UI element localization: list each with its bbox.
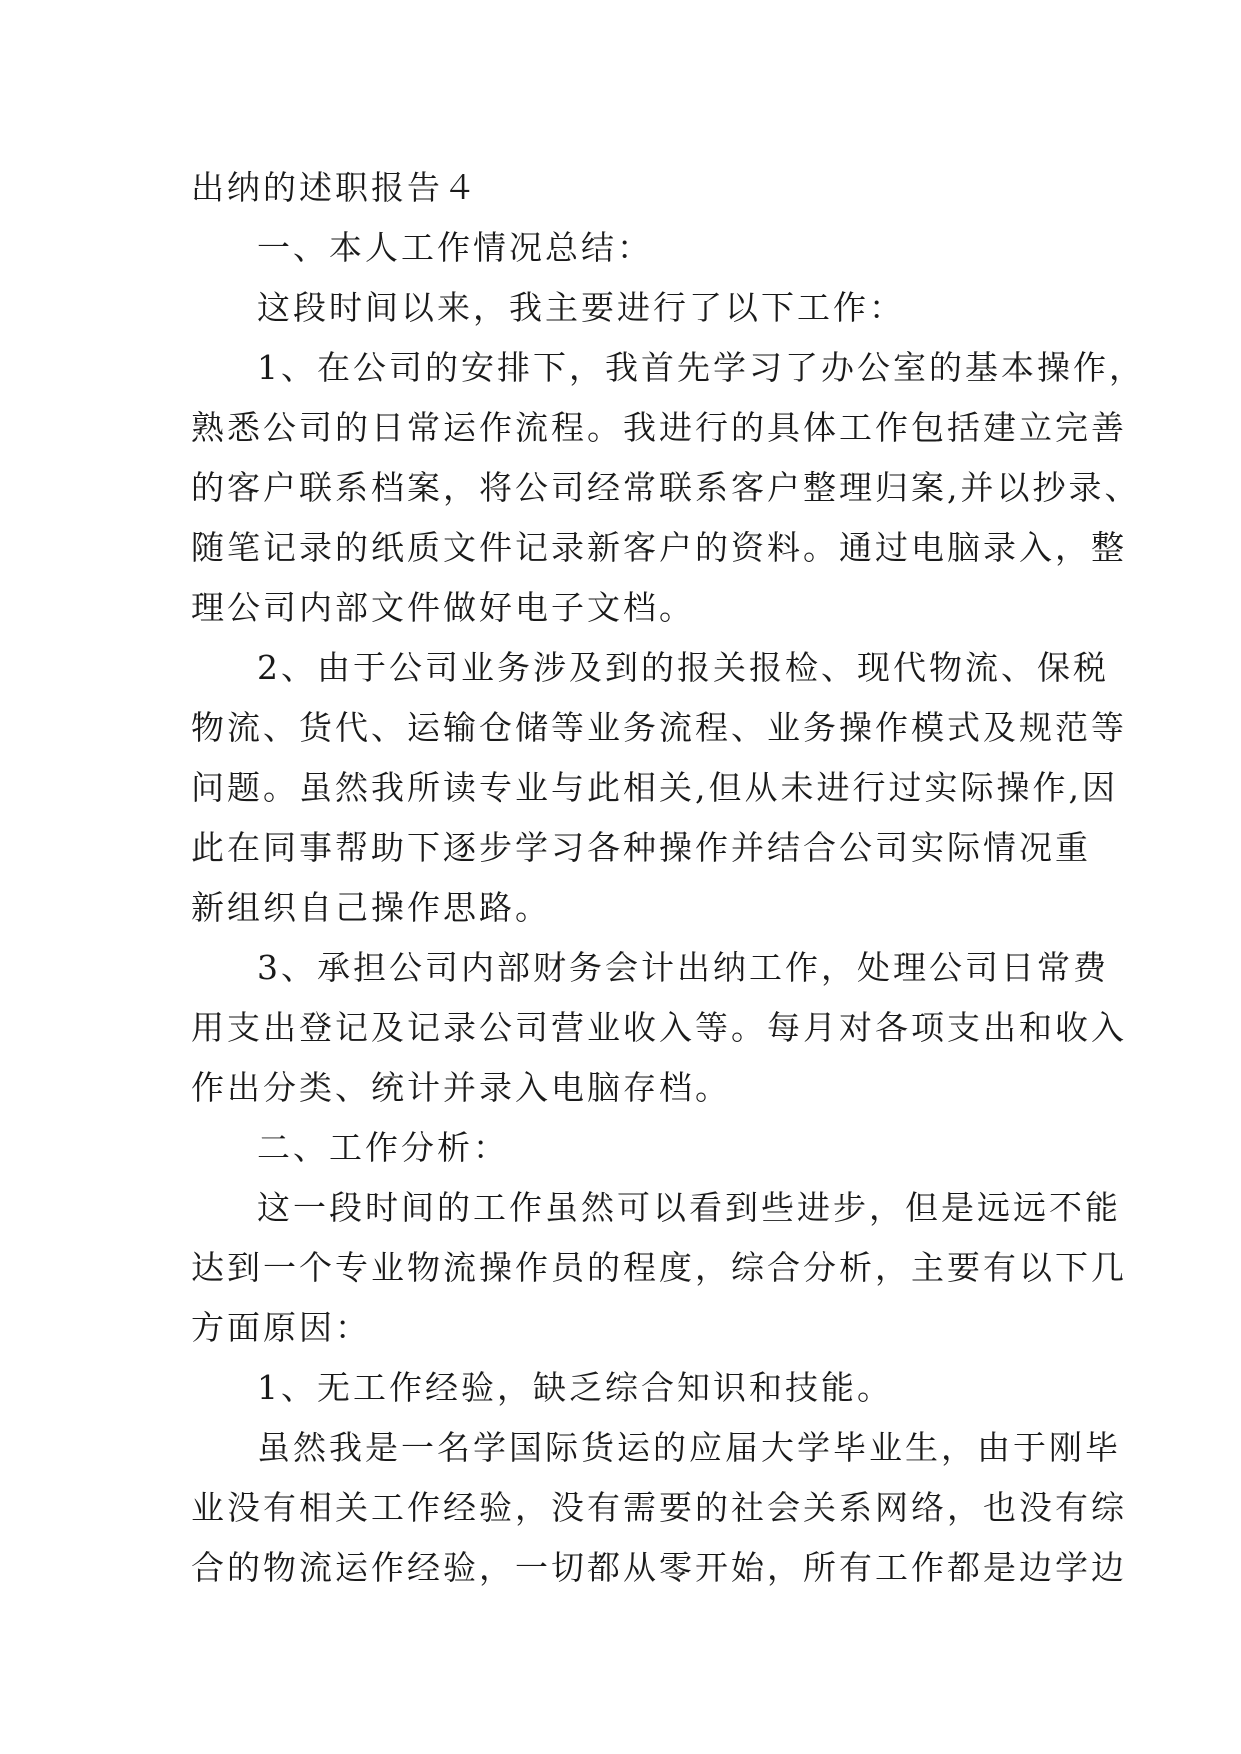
document-title: 出纳的述职报告４ <box>191 168 479 207</box>
text-line: 虽然我是一名学国际货运的应届大学毕业生，由于刚毕 <box>257 1428 1121 1467</box>
text-line: 的客户联系档案，将公司经常联系客户整理归案,并以抄录、 <box>191 468 1141 507</box>
text-line: 合的物流运作经验，一切都从零开始，所有工作都是边学边 <box>191 1548 1127 1587</box>
text-line: 达到一个专业物流操作员的程度，综合分析，主要有以下几 <box>191 1248 1127 1287</box>
text-line: 熟悉公司的日常运作流程。我进行的具体工作包括建立完善 <box>191 408 1127 447</box>
text-line: 理公司内部文件做好电子文档。 <box>191 588 695 627</box>
paragraph-lines <box>191 218 1145 1598</box>
text-line: 一、本人工作情况总结： <box>257 228 653 267</box>
text-line: 作出分类、统计并录入电脑存档。 <box>191 1068 731 1107</box>
text-line: 这段时间以来，我主要进行了以下工作： <box>257 288 905 327</box>
text-line: 问题。虽然我所读专业与此相关,但从未进行过实际操作,因 <box>191 768 1118 807</box>
text-line: 物流、货代、运输仓储等业务流程、业务操作模式及规范等 <box>191 708 1127 747</box>
text-line: 1、无工作经验，缺乏综合知识和技能。 <box>257 1368 893 1407</box>
text-line: 此在同事帮助下逐步学习各种操作并结合公司实际情况重 <box>191 828 1091 867</box>
text-line: 用支出登记及记录公司营业收入等。每月对各项支出和收入 <box>191 1008 1127 1047</box>
text-line: 方面原因： <box>191 1308 371 1347</box>
text-line: 新组织自己操作思路。 <box>191 888 551 927</box>
text-line: 二、工作分析： <box>257 1128 509 1167</box>
text-line: 随笔记录的纸质文件记录新客户的资料。通过电脑录入，整 <box>191 528 1127 567</box>
document-body <box>191 158 1145 1598</box>
text-line: 3、承担公司内部财务会计出纳工作，处理公司日常费 <box>257 948 1109 987</box>
text-line: 这一段时间的工作虽然可以看到些进步，但是远远不能 <box>257 1188 1121 1227</box>
text-line: 1、在公司的安排下，我首先学习了办公室的基本操作， <box>257 348 1145 387</box>
text-line: 2、由于公司业务涉及到的报关报检、现代物流、保税 <box>257 648 1109 687</box>
text-line: 业没有相关工作经验，没有需要的社会关系网络，也没有综 <box>191 1488 1127 1527</box>
